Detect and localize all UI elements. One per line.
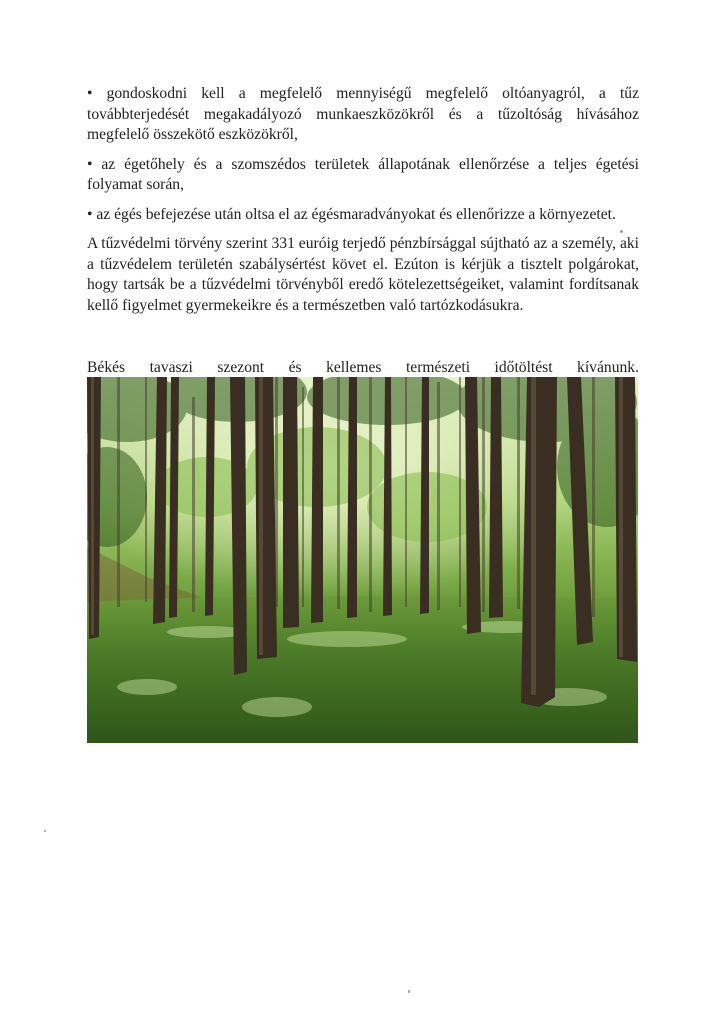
bullet-item-extinguish-remains: • az égés befejezése után oltsa el az égésmaradványokat és ellenőrizze a környezetet.: [87, 205, 616, 223]
body-text: [87, 84, 639, 325]
bullet-item-monitoring: • az égetőhely és a szomszédos területek állapotának ellenőrzése a teljes égetési folyamat során,: [87, 155, 639, 193]
fire-law-paragraph: A tűzvédelmi törvény szerint 331 euróig terjedő pénzbírsággal sújtható az a személy, aki a tűzvédelem területén szabálysértést követ el. Ezúton is kérjük a tisztelt polgárokat, hogy tartsák be a tűzvédelmi törvényből eredő kötelezettségeiket, valamint fordítsanak kellő figyelmet gyermekeikre és a természetben való tartózkodásukra.: [87, 235, 639, 314]
scan-speck: [408, 990, 410, 993]
bullet-item-extinguisher: • gondoskodni kell a megfelelő mennyiségű megfelelő oltóanyagról, a tűz továbbterjedését megakadályozó munkaeszközökről és a tűzoltóság hívásához megfelelő összekötő eszközökről,: [87, 85, 639, 143]
scan-speck: [44, 830, 46, 832]
closing-greeting: Békés tavaszi szezont és kellemes természeti időtöltést kívánunk.: [87, 359, 639, 376]
forest-photo: [87, 377, 638, 743]
scan-speck: [620, 230, 623, 233]
